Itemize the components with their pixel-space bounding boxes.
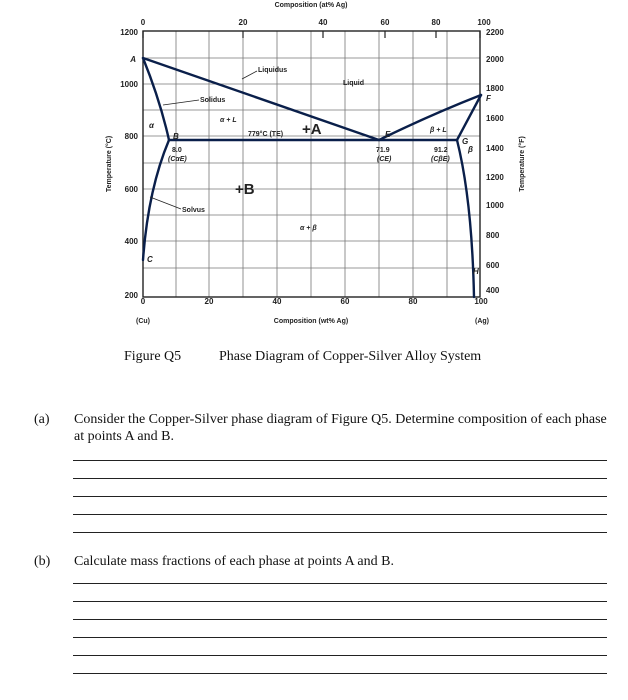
bottom-tick-label: 60 (340, 297, 350, 306)
left-tick-label: 600 (124, 185, 138, 194)
question-text: Calculate mass fractions of each phase at points A and B. (74, 554, 394, 569)
comp-eutectic-symbol: (CE) (377, 156, 392, 163)
left-tick-label: 200 (124, 291, 138, 300)
point-b-letter: B (173, 132, 179, 141)
right-axis-title: Temperature (°F) (519, 136, 526, 192)
left-tick-label: 1000 (120, 80, 138, 89)
comp-eutectic-value: 71.9 (376, 147, 390, 154)
top-tick-label: 60 (380, 18, 390, 27)
alpha-beta-label: α + β (300, 225, 317, 232)
endpoint-left-label: (Cu) (136, 318, 150, 325)
comp-alpha-symbol: (CαE) (168, 156, 187, 163)
comp-alpha-value: 8.0 (172, 147, 182, 154)
solidus-label: Solidus (200, 97, 226, 104)
comp-beta-symbol: (CβE) (431, 156, 450, 163)
right-tick-label: 1800 (486, 84, 504, 93)
answer-line[interactable] (73, 532, 607, 533)
beta-label: β (468, 145, 473, 154)
answer-line[interactable] (73, 619, 607, 620)
solvus-label: Solvus (182, 207, 205, 214)
solvus-right (457, 140, 474, 297)
question-label: (a) (34, 412, 50, 427)
point-a-marker: +A (302, 121, 322, 138)
beta-liquid-label: β + L (430, 127, 447, 134)
solidus-left (143, 58, 169, 140)
right-tick-label: 1600 (486, 114, 504, 123)
answer-line[interactable] (73, 478, 607, 479)
solvus-left (143, 140, 169, 260)
point-f-letter: F (486, 94, 491, 103)
right-tick-label: 800 (486, 231, 500, 240)
bottom-tick-label: 100 (474, 297, 488, 306)
top-tick-label: 80 (431, 18, 441, 27)
alpha-label: α (149, 121, 154, 130)
bottom-tick-label: 20 (204, 297, 214, 306)
right-tick-label: 1000 (486, 201, 504, 210)
top-axis-title: Composition (at% Ag) (274, 2, 348, 9)
phase-diagram (0, 0, 628, 340)
liquid-label: Liquid (343, 80, 364, 87)
answer-line[interactable] (73, 583, 607, 584)
bottom-tick-label: 40 (272, 297, 282, 306)
right-tick-label: 400 (486, 286, 500, 295)
point-g-letter: G (462, 137, 469, 146)
left-axis-title: Temperature (°C) (106, 135, 113, 193)
answer-line[interactable] (73, 601, 607, 602)
answer-line[interactable] (73, 673, 607, 674)
answer-line[interactable] (73, 460, 607, 461)
point-b-marker: +B (235, 181, 255, 198)
bottom-tick-label: 0 (140, 297, 146, 306)
answer-line[interactable] (73, 514, 607, 515)
point-h-letter: H (473, 267, 479, 276)
question-label: (b) (34, 554, 51, 569)
solidus-right (457, 95, 481, 140)
answer-line[interactable] (73, 655, 607, 656)
question-text: Consider the Copper-Silver phase diagram of Figure Q5. Determine composition of each phase at points A and B. (74, 412, 607, 444)
grid-lines (143, 31, 480, 297)
point-a-letter: A (130, 55, 136, 64)
endpoint-right-label: (Ag) (475, 318, 489, 325)
left-tick-label: 1200 (120, 28, 138, 37)
liquidus-label: Liquidus (258, 67, 288, 74)
right-tick-label: 1400 (486, 144, 504, 153)
point-e-letter: E (385, 130, 391, 139)
left-tick-label: 400 (124, 237, 138, 246)
right-tick-label: 2000 (486, 55, 504, 64)
bottom-axis-title: Composition (wt% Ag) (273, 318, 349, 325)
answer-line[interactable] (73, 496, 607, 497)
phase-boundaries (143, 58, 481, 297)
right-tick-label: 1200 (486, 173, 504, 182)
top-tick-label: 0 (140, 18, 146, 27)
top-tick-label: 100 (477, 18, 491, 27)
top-tick-label: 20 (238, 18, 248, 27)
bottom-tick-label: 80 (408, 297, 418, 306)
figure-title: Phase Diagram of Copper-Silver Alloy System (219, 349, 482, 364)
right-tick-label: 2200 (486, 28, 504, 37)
eutectic-temp-label: 779°C (TE) (248, 131, 284, 138)
point-c-letter: C (147, 255, 153, 264)
comp-beta-value: 91.2 (434, 147, 448, 154)
top-tick-label: 40 (318, 18, 328, 27)
figure-number: Figure Q5 (124, 349, 182, 364)
left-tick-label: 800 (124, 132, 138, 141)
plot-frame (143, 31, 480, 297)
answer-line[interactable] (73, 637, 607, 638)
right-tick-label: 600 (486, 261, 500, 270)
alpha-liquid-label: α + L (220, 117, 237, 124)
